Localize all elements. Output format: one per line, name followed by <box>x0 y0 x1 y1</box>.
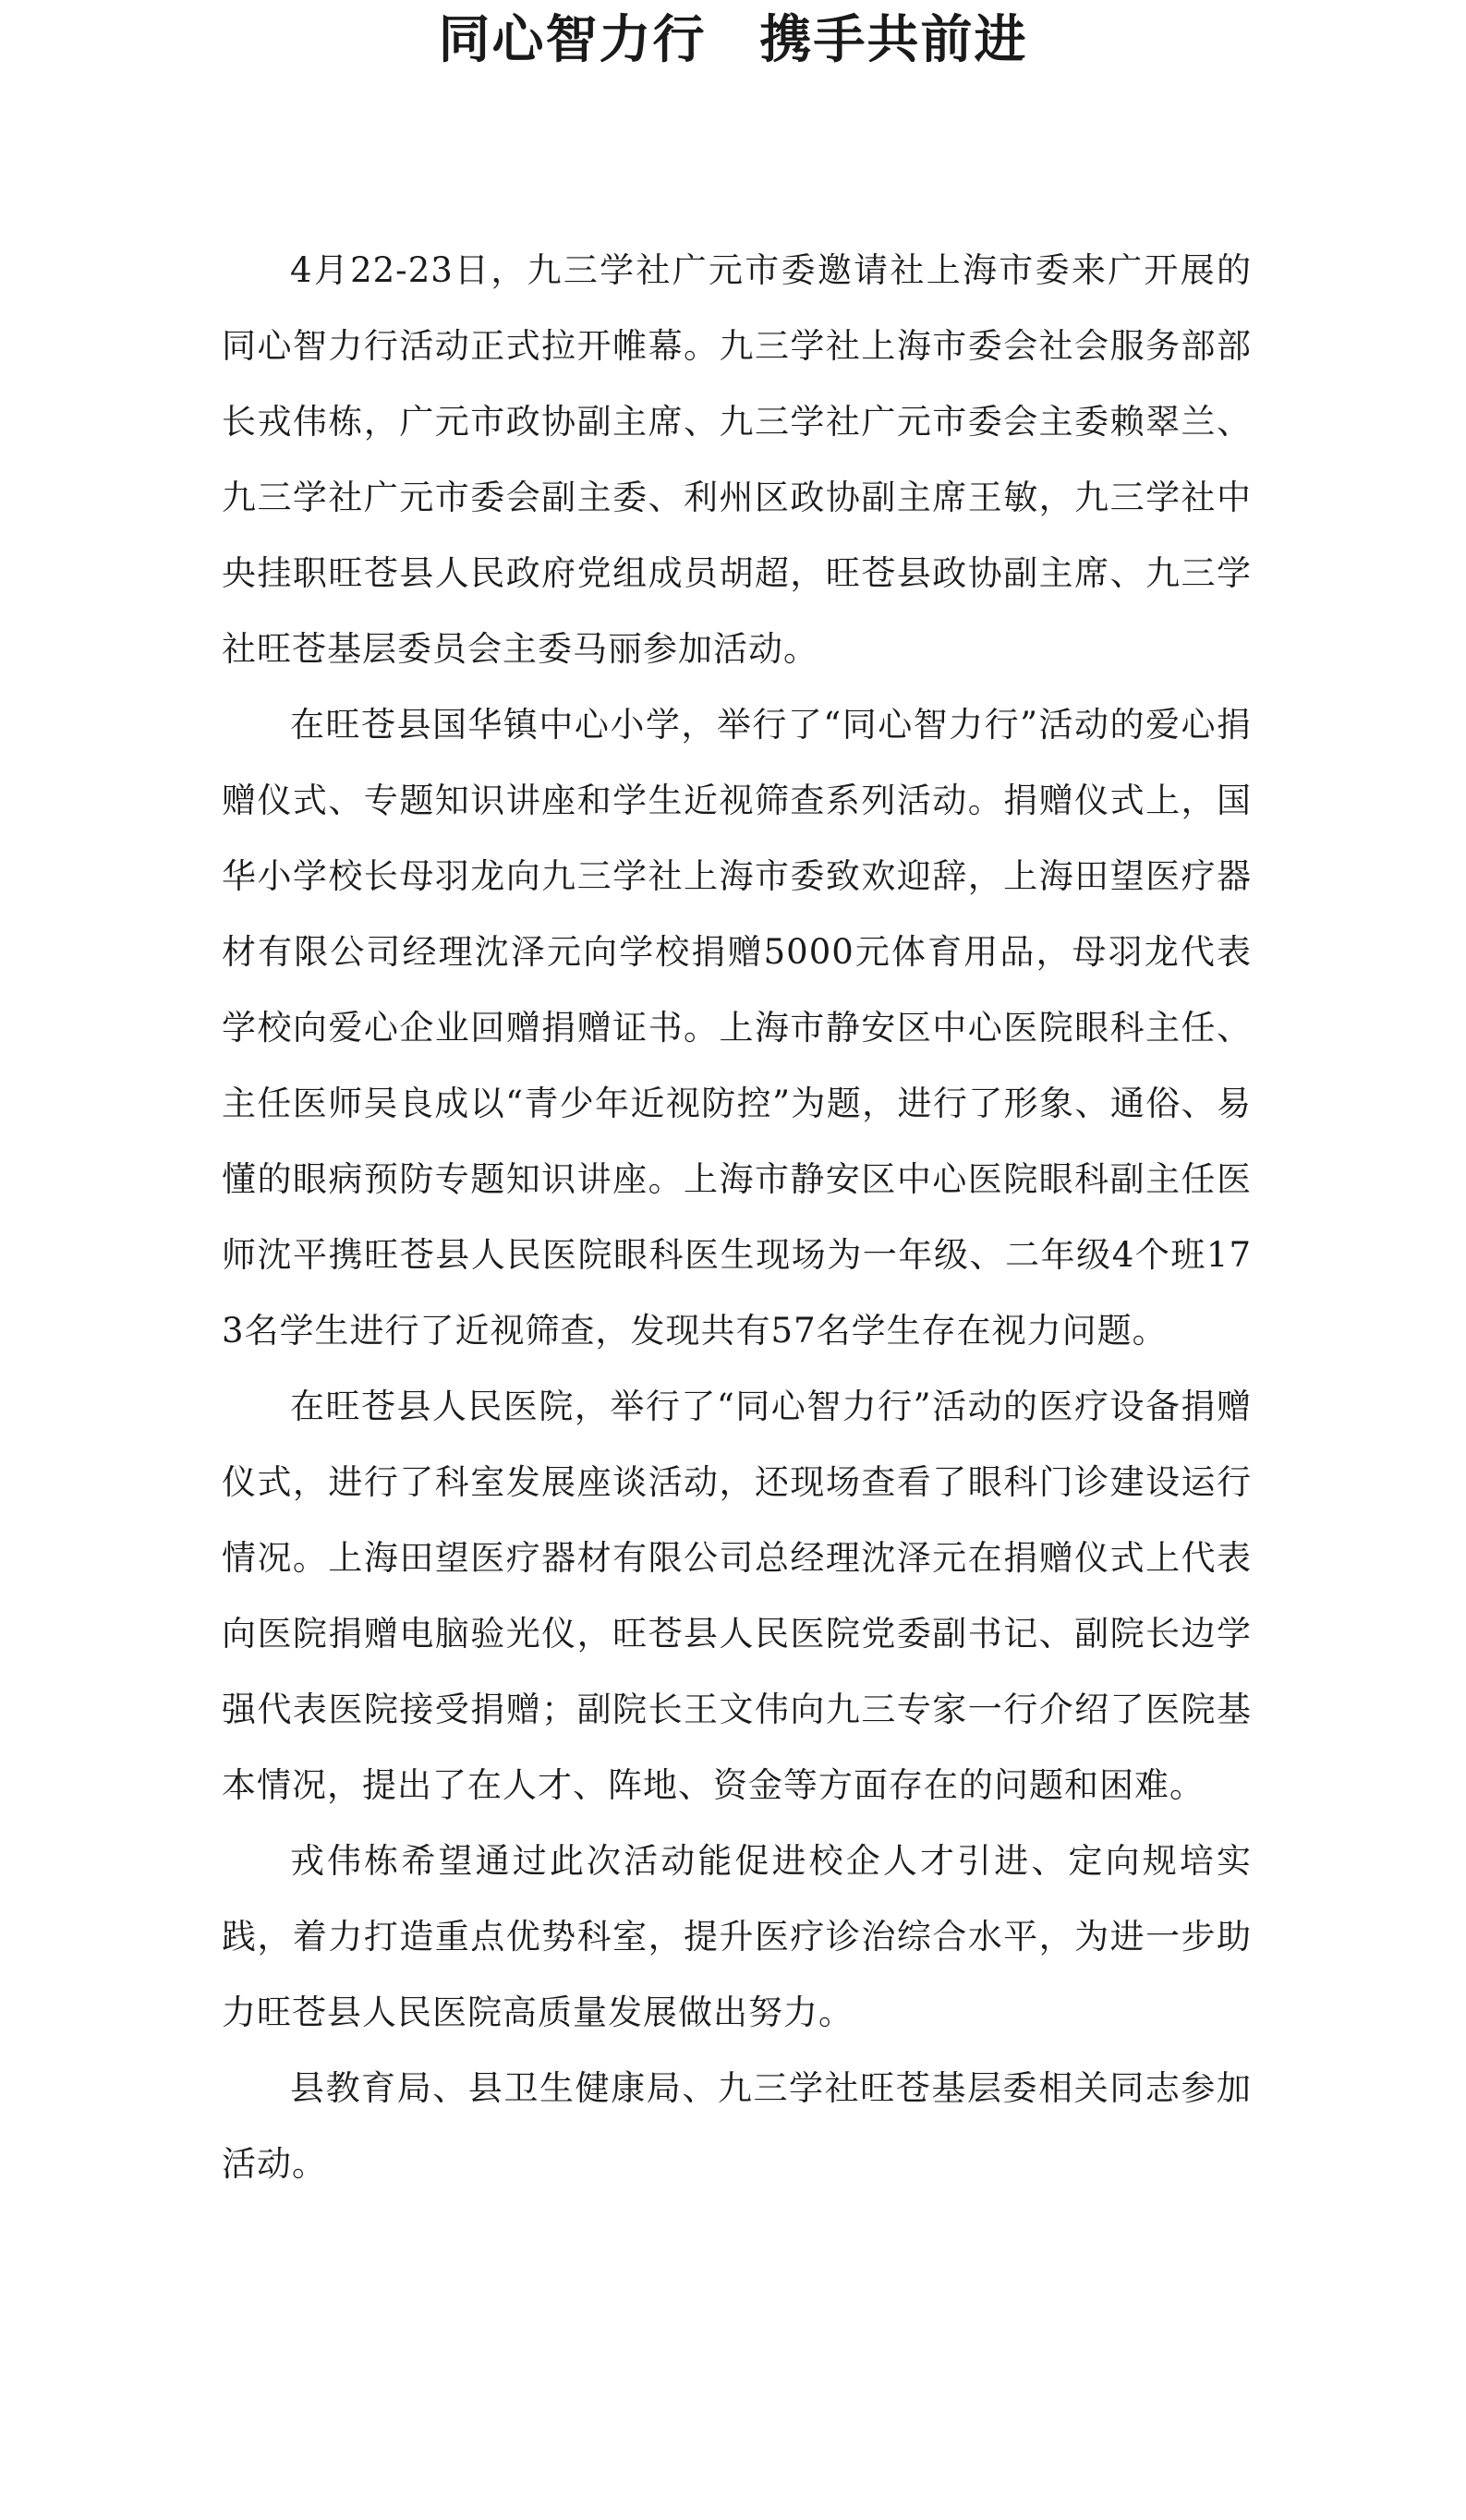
article-body <box>222 233 1252 2202</box>
article-title: 同心智力行 携手共前进 <box>438 10 1028 70</box>
paragraph-4: 戎伟栋希望通过此次活动能促进校企人才引进、定向规培实践，着力打造重点优势科室，提升医疗诊治综合水平，为进一步助力旺苍县人民医院高质量发展做出努力。 <box>222 1841 1252 2032</box>
paragraph-2: 在旺苍县国华镇中心小学，举行了“同心智力行”活动的爱心捐赠仪式、专题知识讲座和学生近视筛查系列活动。捐赠仪式上，国华小学校长母羽龙向九三学社上海市委致欢迎辞，上海田望医疗器材有限公司经理沈泽元向学校捐赠5000元体育用品，母羽龙代表学校向爱心企业回赠捐赠证书。上海市静安区中心医院眼科主任、主任医师吴良成以“青少年近视防控”为题，进行了形象、通俗、易懂的眼病预防专题知识讲座。上海市静安区中心医院眼科副主任医师沈平携旺苍县人民医院眼科医生现场为一年级、二年级4个班173名学生进行了近视筛查，发现共有57名学生存在视力问题。 <box>222 705 1252 1351</box>
paragraph-5: 县教育局、县卫生健康局、九三学社旺苍基层委相关同志参加活动。 <box>222 2068 1252 2184</box>
paragraph-3: 在旺苍县人民医院，举行了“同心智力行”活动的医疗设备捐赠仪式，进行了科室发展座谈活动，还现场查看了眼科门诊建设运行情况。上海田望医疗器材有限公司总经理沈泽元在捐赠仪式上代表向医院捐赠电脑验光仪，旺苍县人民医院党委副书记、副院长边学强代表医院接受捐赠；副院长王文伟向九三专家一行介绍了医院基本情况，提出了在人才、阵地、资金等方面存在的问题和困难。 <box>222 1387 1252 1805</box>
paragraph-1: 4月22-23日，九三学社广元市委邀请社上海市委来广开展的同心智力行活动正式拉开帷幕。九三学社上海市委会社会服务部部长戎伟栋，广元市政协副主席、九三学社广元市委会主委赖翠兰、九三学社广元市委会副主委、利州区政协副主席王敏，九三学社中央挂职旺苍县人民政府党组成员胡超，旺苍县政协副主席、九三学社旺苍基层委员会主委马丽参加活动。 <box>222 250 1252 669</box>
